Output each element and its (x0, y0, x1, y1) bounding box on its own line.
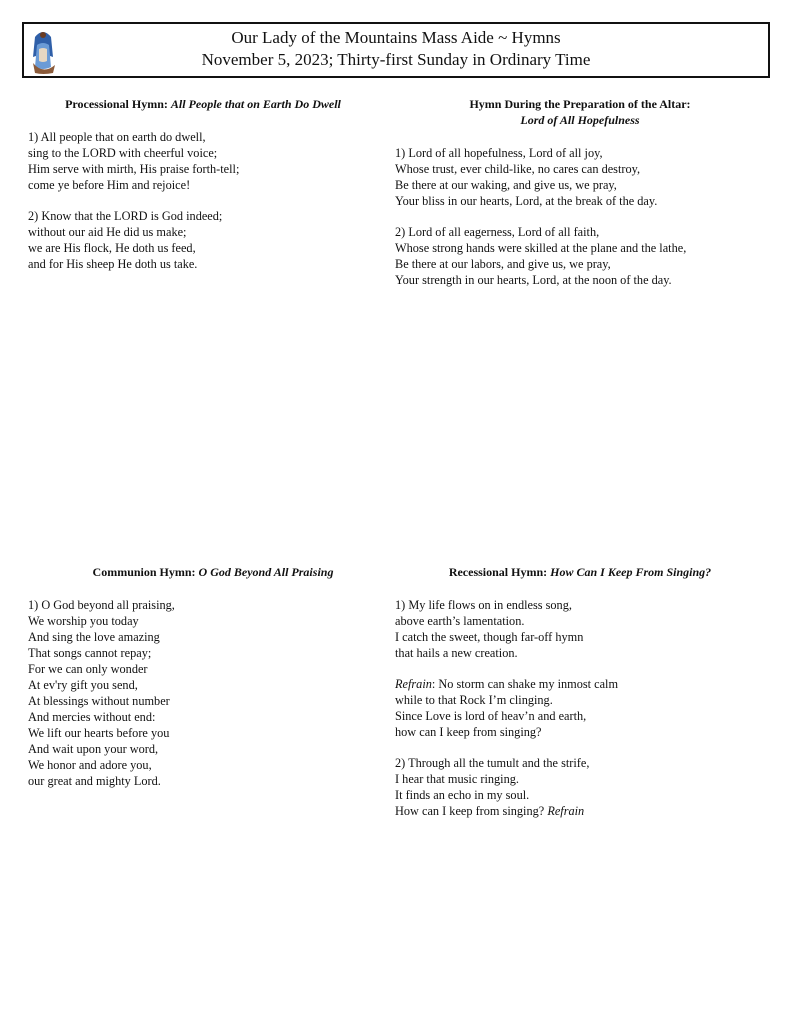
lyric-line: We honor and adore you, (28, 758, 152, 772)
lyric-line: we are His flock, He doth us feed, (28, 241, 196, 255)
processional-title: All People that on Earth Do Dwell (170, 97, 341, 111)
recessional-title: How Can I Keep From Singing? (550, 565, 712, 579)
lyric-line: Whose strong hands were skilled at the plane and the lathe, (395, 241, 687, 255)
lyric-line: how can I keep from singing? (395, 725, 542, 739)
lyric-line: At blessings without number (28, 694, 170, 708)
communion-title: O God Beyond All Praising (198, 565, 334, 579)
refrain-reference: Refrain (547, 804, 585, 818)
lyric-line: above earth’s lamentation. (395, 614, 525, 628)
lyric-line: 1) My life flows on in endless song, (395, 598, 572, 612)
lyric-line: And sing the love amazing (28, 630, 160, 644)
lyric-line: Be there at our labors, and give us, we pray, (395, 257, 611, 271)
lyric-line: At ev'ry gift you send, (28, 678, 138, 692)
recessional-heading: Recessional Hymn: How Can I Keep From Singing? (448, 565, 712, 579)
communion-verse-1 (28, 597, 378, 789)
processional-verse-2 (28, 208, 378, 272)
lyric-line: And wait upon your word, (28, 742, 159, 756)
lyric-line: 2) Know that the LORD is God indeed; (28, 209, 223, 223)
preparation-hymn (395, 96, 765, 288)
processional-verse-1 (28, 129, 378, 193)
lyric-line: and for His sheep He doth us take. (28, 257, 198, 271)
communion-heading: Communion Hymn: O God Beyond All Praising (92, 565, 334, 579)
lyric-line: I catch the sweet, though far-off hymn (395, 630, 584, 644)
lyric-line: Your strength in our hearts, Lord, at the noon of the day. (395, 273, 672, 287)
header-box (22, 22, 770, 78)
lyric-line: We lift our hearts before you (28, 726, 170, 740)
lyric-line: Your bliss in our hearts, Lord, at the break of the day. (395, 194, 658, 208)
lyric-line: Him serve with mirth, His praise forth-tell; (28, 162, 240, 176)
lyric-line: I hear that music ringing. (395, 772, 519, 786)
preparation-verse-1 (395, 145, 765, 209)
lyric-line: sing to the LORD with cheerful voice; (28, 146, 218, 160)
lyric-line: That songs cannot repay; (28, 646, 152, 660)
header-title: Our Lady of the Mountains Mass Aide ~ Hymns (231, 28, 561, 47)
recessional-verse-1 (395, 597, 765, 661)
lyric-line: Be there at our waking, and give us, we pray, (395, 178, 617, 192)
recessional-verse-2 (395, 755, 765, 819)
lyric-line: 1) O God beyond all praising, (28, 598, 175, 612)
lyric-line: 1) Lord of all hopefulness, Lord of all joy, (395, 146, 603, 160)
lyric-line: without our aid He did us make; (28, 225, 187, 239)
communion-hymn (28, 564, 378, 789)
lyric-line: 2) Through all the tumult and the strife, (395, 756, 590, 770)
lyric-line: that hails a new creation. (395, 646, 518, 660)
lyric-line: We worship you today (28, 614, 139, 628)
preparation-heading: Hymn During the Preparation of the Altar: Lord of All Hopefulness (469, 97, 691, 127)
lyric-line: while to that Rock I’m clinging. (395, 693, 553, 707)
preparation-title: Lord of All Hopefulness (520, 113, 640, 127)
lyric-line: our great and mighty Lord. (28, 774, 161, 788)
refrain-label: Refrain (395, 677, 432, 691)
lyric-line: Refrain: No storm can shake my inmost calm (395, 677, 619, 691)
lyric-line: It finds an echo in my soul. (395, 788, 530, 802)
lyric-line: 2) Lord of all eagerness, Lord of all faith, (395, 225, 600, 239)
preparation-verse-2 (395, 224, 765, 288)
lyric-line: And mercies without end: (28, 710, 156, 724)
header-date: November 5, 2023; Thirty-first Sunday in Ordinary Time (201, 50, 591, 69)
recessional-refrain (395, 676, 765, 740)
processional-heading: Processional Hymn: All People that on Earth Do Dwell (65, 97, 341, 111)
lyric-line: For we can only wonder (28, 662, 148, 676)
recessional-hymn (395, 564, 765, 819)
lyric-line: Whose trust, ever child-like, no cares can destroy, (395, 162, 641, 176)
lyric-line: How can I keep from singing? Refrain (395, 804, 585, 818)
lyric-line: Since Love is lord of heav’n and earth, (395, 709, 587, 723)
lyric-line: 1) All people that on earth do dwell, (28, 130, 206, 144)
lyric-line: come ye before Him and rejoice! (28, 178, 191, 192)
processional-hymn (28, 96, 378, 272)
